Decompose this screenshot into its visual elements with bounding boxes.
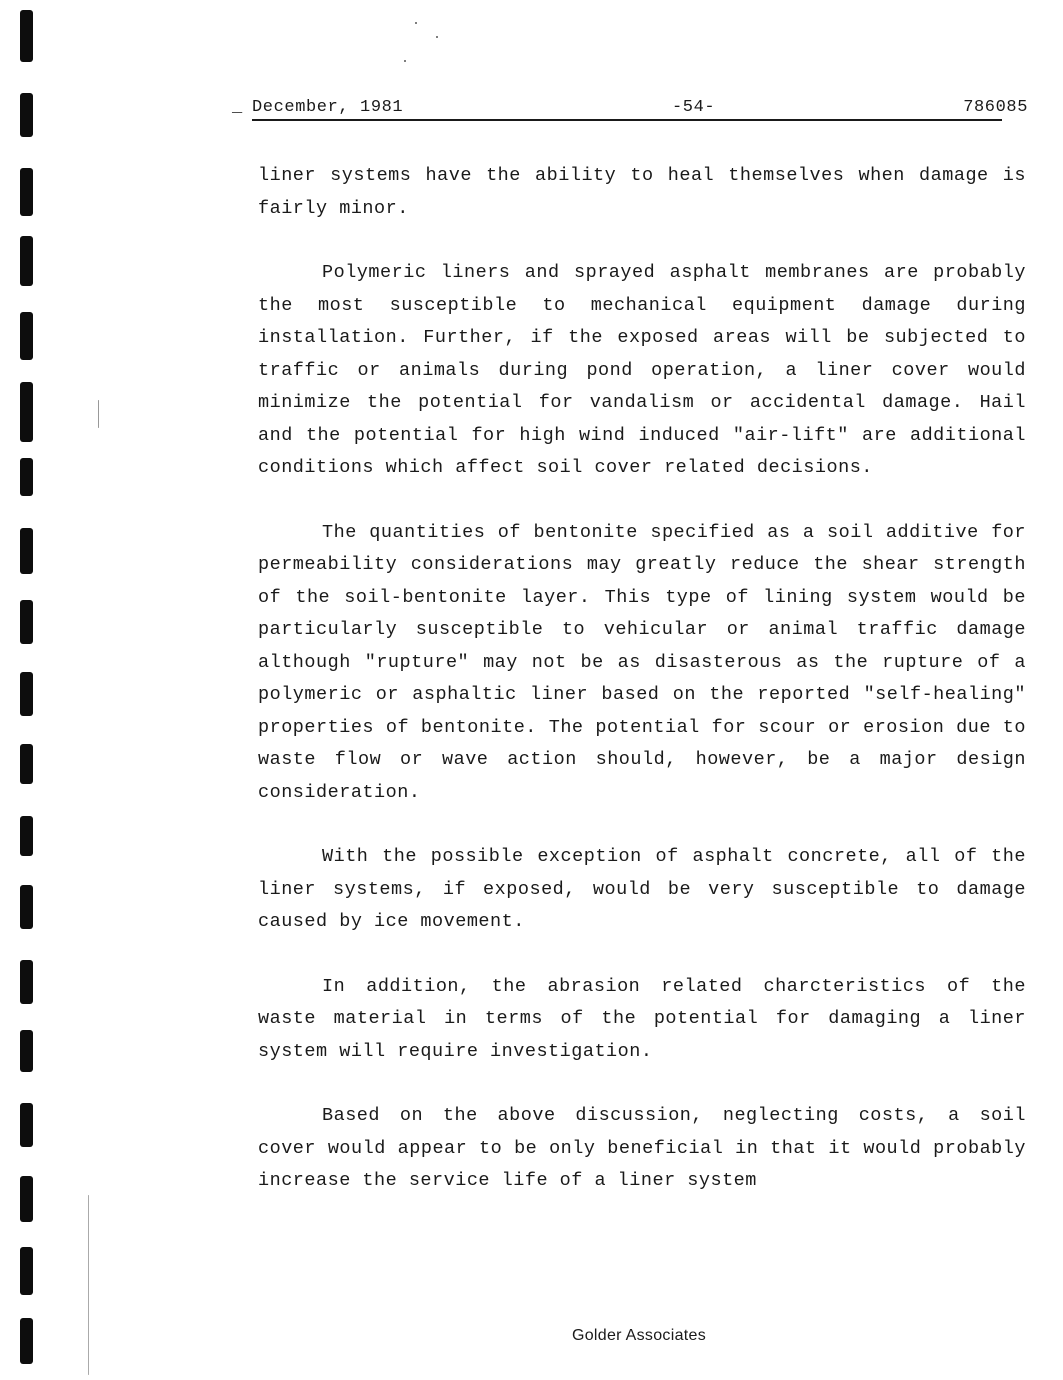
scan-speck [436, 36, 438, 38]
scan-speck [404, 60, 406, 62]
punch-mark [20, 1247, 33, 1295]
paragraph-continuation: liner systems have the ability to heal themselves when damage is fairly minor. [258, 165, 1026, 219]
punch-mark [20, 1176, 33, 1222]
paragraph-abrasion: In addition, the abrasion related charcteristics of the waste material in terms of the potential for damaging a liner system will require investigation. [258, 975, 1026, 1062]
punch-mark [20, 382, 33, 442]
paragraph-soil-cover: Based on the above discussion, neglecting costs, a soil cover would appear to be only beneficial in that it would probably increase the service life of a liner system [258, 1105, 1026, 1191]
punch-mark [20, 93, 33, 137]
punch-mark [20, 236, 33, 286]
punch-mark [20, 885, 33, 929]
punch-mark [20, 816, 33, 856]
punch-mark [20, 1103, 33, 1147]
binder-punch-marks [0, 0, 60, 1380]
punch-mark [20, 458, 33, 496]
scan-speck [88, 1195, 89, 1375]
scan-speck [415, 22, 417, 24]
punch-mark [20, 168, 33, 216]
body-text [258, 160, 1026, 1230]
punch-mark [20, 672, 33, 716]
punch-mark [20, 960, 33, 1004]
paragraph-bentonite: The quantities of bentonite specified as a soil additive for permeability considerations may greatly reduce the shear strength of the soil-bentonite layer. This type of lining system would be particularly susceptible to vehicular or animal traffic damage although "rupture" may not be as disasterous as the rupture of a polymeric or asphaltic liner based on the reported "self-healing" properties of bentonite. The potential for scour or erosion due to waste flow or wave action should, however, be a major design consideration. [258, 521, 1026, 803]
header-page-number: -54- [672, 98, 716, 117]
header-date: December, 1981 [252, 98, 404, 117]
punch-mark [20, 600, 33, 644]
header-document-number: 786085 [963, 98, 1028, 117]
header-rule [252, 119, 1002, 121]
punch-mark [20, 1030, 33, 1072]
scan-speck [98, 400, 99, 428]
punch-mark [20, 312, 33, 360]
paragraph-ice-movement: With the possible exception of asphalt concrete, all of the liner systems, if exposed, would be very susceptible to damage caused by ice movement. [258, 846, 1026, 932]
page-footer: Golder Associates [571, 1327, 707, 1344]
punch-mark [20, 10, 33, 62]
punch-mark [20, 528, 33, 574]
page-header [232, 98, 1032, 122]
paragraph-polymeric-liners: Polymeric liners and sprayed asphalt membranes are probably the most susceptible to mechanical equipment damage during installation. Further, if the exposed areas will be subjected to traffic or animals during pond operation, a liner cover would minimize the potential for vandalism or accidental damage. Hail and the potential for high wind induced "air-lift" are additional conditions which affect soil cover related decisions. [258, 262, 1026, 478]
header-leading-mark: _ [232, 98, 243, 117]
punch-mark [20, 744, 33, 784]
